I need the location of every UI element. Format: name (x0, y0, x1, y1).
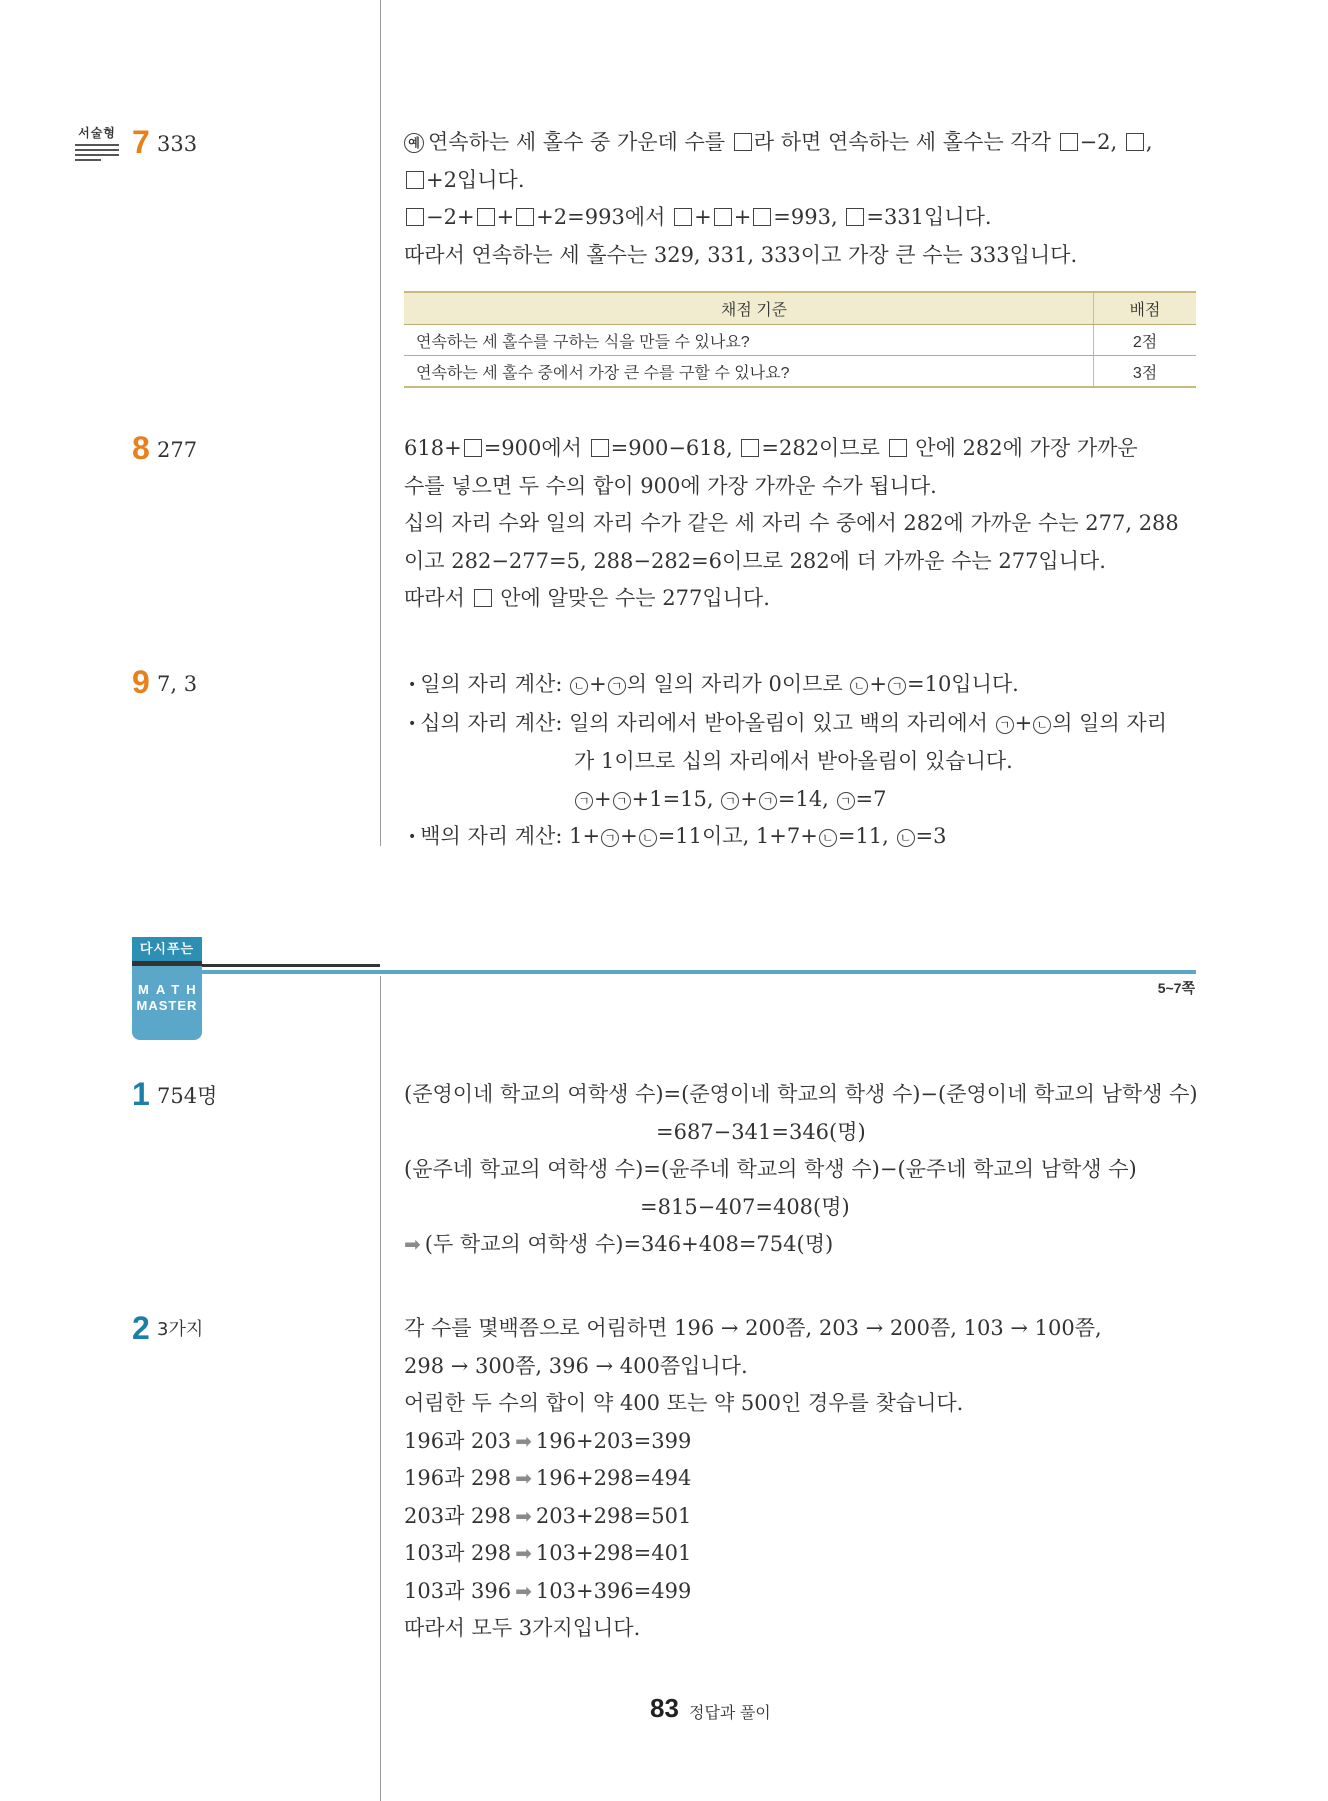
solution-1-line-2: =687−341=346(명) (656, 1119, 866, 1144)
solution-2 (404, 1310, 1102, 1648)
circled-giyeok-icon: ㄱ (601, 829, 619, 847)
circled-giyeok-icon: ㄱ (837, 792, 855, 810)
review-section-label: 다시푸는 (132, 937, 202, 961)
circled-giyeok-icon: ㄱ (575, 792, 593, 810)
rubric-header-points: 배점 (1094, 292, 1197, 325)
blank-box-icon (477, 208, 495, 226)
arrow-icon: ➡ (515, 1428, 532, 1453)
circled-giyeok-icon: ㄱ (721, 792, 739, 810)
example-mark: 예 (404, 133, 424, 153)
list-item: 196과 298 ➡ 196+298=494 (404, 1460, 1102, 1498)
blank-box-icon (734, 133, 752, 151)
column-divider-bottom (380, 976, 381, 1801)
solution-2-final: 따라서 모두 3가지입니다. (404, 1616, 641, 1640)
question-number-2: 2 (132, 1310, 150, 1346)
solution-8-line-2: 수를 넣으면 두 수의 합이 900에 가장 가까운 수가 됩니다. (404, 473, 937, 498)
answer-7: 333 (157, 132, 198, 156)
page-range: 5~7쪽 (1157, 980, 1195, 996)
solution-7 (404, 124, 1153, 274)
circled-nieun-icon: ㄴ (1033, 716, 1051, 734)
section-rule-blue (202, 970, 1196, 974)
column-divider-top (380, 0, 381, 846)
solution-1-line-1: (준영이네 학교의 여학생 수)=(준영이네 학교의 학생 수)−(준영이네 학교의 남학생 수) (404, 1082, 1198, 1106)
circled-nieun-icon: ㄴ (639, 829, 657, 847)
solution-8-line-5: 따라서 안에 알맞은 수는 277입니다. (404, 586, 770, 610)
solution-1 (404, 1076, 1198, 1264)
arrow-icon: ➡ (515, 1541, 532, 1565)
solution-9-bullet-2-line-3: ㄱ + ㄱ +1=15, ㄱ + ㄱ =14, ㄱ =7 (408, 781, 1167, 819)
scoring-rubric-table (404, 291, 1196, 388)
question-number-8: 8 (132, 430, 150, 466)
rubric-header-row (404, 292, 1196, 325)
arrow-icon: ➡ (515, 1503, 532, 1528)
solution-7-line-3: −2+ + +2=993에서 + + =993, =331입니다. (404, 199, 1153, 237)
solution-2-line-3: 어림한 두 수의 합이 약 400 또는 약 500인 경우를 찾습니다. (404, 1391, 964, 1415)
solution-1-line-5: ➡ (두 학교의 여학생 수)=346+408=754(명) (404, 1226, 1198, 1264)
solution-9-bullet-1: • 일의 자리 계산: ㄴ + ㄱ 의 일의 자리가 0이므로 ㄴ + ㄱ =10입니다. (408, 672, 1019, 696)
circled-giyeok-icon: ㄱ (608, 677, 626, 695)
solution-8 (404, 430, 1179, 618)
blank-box-icon (516, 208, 534, 226)
question-number-7: 7 (132, 124, 150, 160)
solution-9 (408, 666, 1167, 857)
rubric-points: 2점 (1094, 325, 1197, 356)
circled-giyeok-icon: ㄱ (759, 792, 777, 810)
list-item: 103과 298 ➡ 103+298=401 (404, 1535, 1102, 1573)
solution-8-line-1: 618+ =900에서 =900−618, =282이므로 안에 282에 가장 가까운 (404, 436, 1138, 460)
solution-9-bullet-2-line-2: 가 1이므로 십의 자리에서 받아올림이 있습니다. (574, 749, 1013, 773)
solution-2-line-1: 각 수를 몇백쯤으로 어림하면 196 → 200쯤, 203 → 200쯤, 103 → 100쯤, (404, 1316, 1102, 1340)
footer-label: 정답과 풀이 (689, 1705, 771, 1722)
circled-giyeok-icon: ㄱ (996, 716, 1014, 734)
blank-box-icon (741, 439, 759, 457)
solution-2-line-2: 298 → 300쯤, 396 → 400쯤입니다. (404, 1353, 748, 1378)
question-number-9: 9 (132, 664, 150, 700)
answer-8: 277 (157, 438, 198, 462)
answer-2: 3가지 (157, 1319, 204, 1340)
question-number-1: 1 (132, 1076, 150, 1112)
rubric-header-criteria: 채점 기준 (404, 292, 1094, 325)
circled-nieun-icon: ㄴ (819, 829, 837, 847)
list-item: 196과 203 ➡ 196+203=399 (404, 1423, 1102, 1461)
blank-box-icon (846, 208, 864, 226)
solution-8-line-4: 이고 282−277=5, 288−282=6이므로 282에 더 가까운 수는 277입니다. (404, 548, 1106, 573)
solution-9-bullet-2: • 십의 자리 계산: 일의 자리에서 받아올림이 있고 백의 자리에서 ㄱ + ㄴ 의 일의 자리 (408, 710, 1167, 735)
page-number: 83 (650, 1693, 679, 1723)
table-row (404, 356, 1196, 388)
solution-7-line-4: 따라서 연속하는 세 홀수는 329, 331, 333이고 가장 큰 수는 333입니다. (404, 242, 1078, 267)
table-row (404, 325, 1196, 356)
essay-badge (75, 124, 119, 164)
solution-7-line-2: +2입니다. (404, 162, 1153, 200)
essay-badge-label: 서술형 (78, 126, 116, 140)
blank-box-icon (406, 208, 424, 226)
math-master-logo: MATH MASTER (132, 966, 202, 1040)
answer-9: 7, 3 (157, 672, 198, 696)
solution-7-line-1: 예 연속하는 세 홀수 중 가운데 수를 라 하면 연속하는 세 홀수는 각각 −2, , (404, 124, 1153, 162)
answer-1: 754명 (157, 1084, 218, 1108)
blank-box-icon (674, 208, 692, 226)
blank-box-icon (753, 208, 771, 226)
blank-box-icon (1060, 133, 1078, 151)
solution-1-line-3: (윤주네 학교의 여학생 수)=(윤주네 학교의 학생 수)−(윤주네 학교의 남학생 수) (404, 1157, 1137, 1181)
solution-9-bullet-3: • 백의 자리 계산: 1+ ㄱ + ㄴ =11이고, 1+7+ ㄴ =11, ㄴ =3 (408, 824, 947, 848)
arrow-icon: ➡ (515, 1578, 532, 1603)
blank-box-icon (474, 589, 492, 607)
blank-box-icon (1126, 133, 1144, 151)
circled-giyeok-icon: ㄱ (888, 677, 906, 695)
blank-box-icon (714, 208, 732, 226)
rubric-points: 3점 (1094, 356, 1197, 388)
blank-box-icon (591, 439, 609, 457)
solution-8-line-3: 십의 자리 수와 일의 자리 수가 같은 세 자리 수 중에서 282에 가까운 수는 277, 288 (404, 511, 1179, 535)
blank-box-icon (889, 439, 907, 457)
circled-giyeok-icon: ㄱ (613, 792, 631, 810)
list-item: 203과 298 ➡ 203+298=501 (404, 1498, 1102, 1536)
solution-1-line-4: =815−407=408(명) (640, 1194, 850, 1219)
blank-box-icon (464, 439, 482, 457)
circled-nieun-icon: ㄴ (897, 829, 915, 847)
arrow-icon: ➡ (404, 1232, 421, 1256)
blank-box-icon (406, 171, 424, 189)
section-rule-dark (202, 964, 380, 967)
rubric-criteria: 연속하는 세 홀수를 구하는 식을 만들 수 있나요? (404, 325, 1094, 356)
circled-nieun-icon: ㄴ (850, 677, 868, 695)
rubric-criteria: 연속하는 세 홀수 중에서 가장 큰 수를 구할 수 있나요? (404, 356, 1094, 388)
list-item: 103과 396 ➡ 103+396=499 (404, 1573, 1102, 1611)
circled-nieun-icon: ㄴ (570, 677, 588, 695)
arrow-icon: ➡ (515, 1466, 532, 1490)
essay-badge-lines-icon (75, 144, 119, 161)
